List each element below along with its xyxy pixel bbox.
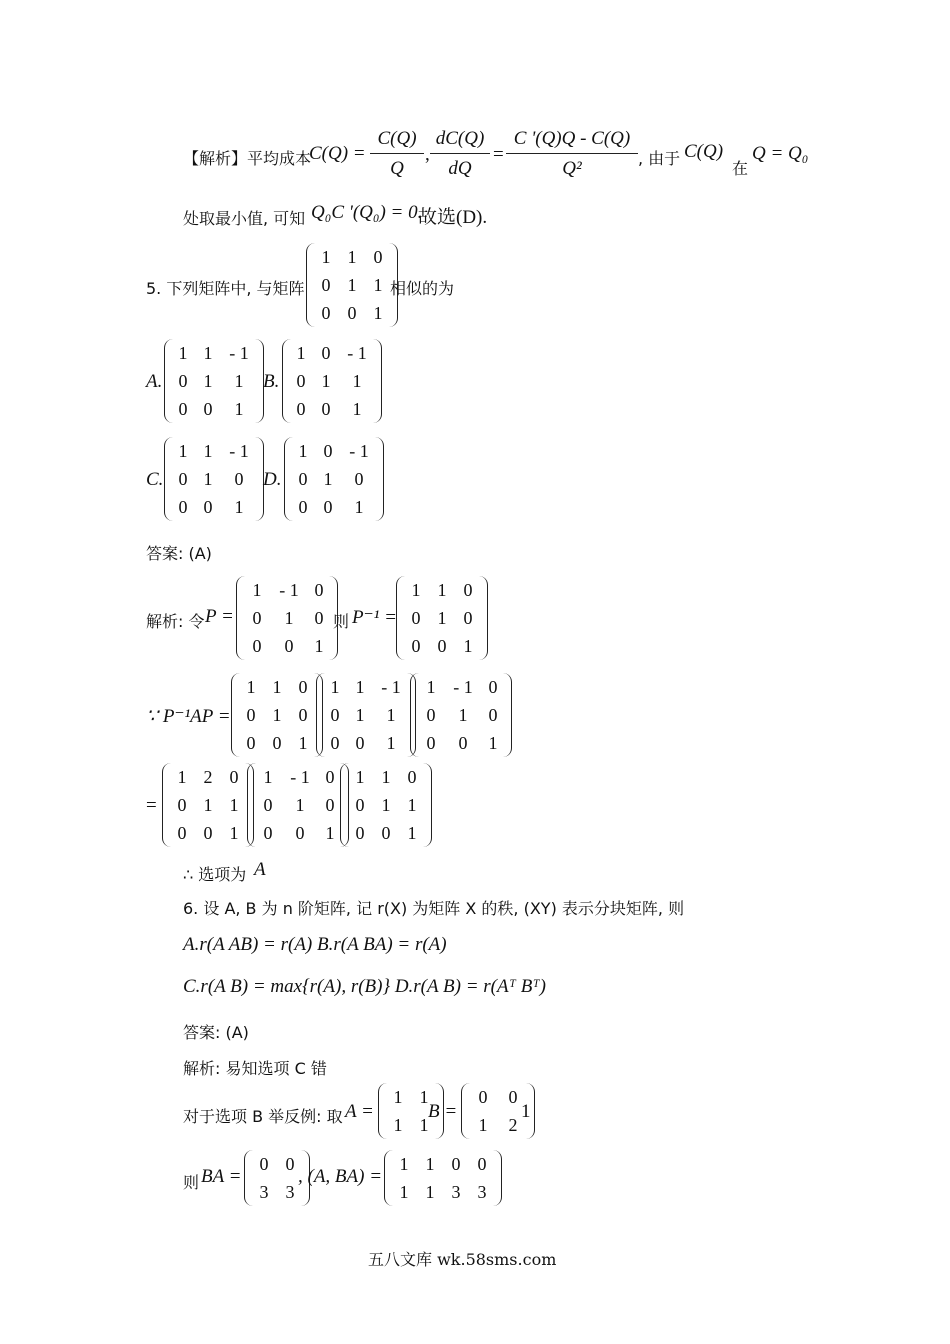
question-5-suffix: 相似的为 bbox=[390, 279, 455, 298]
matrix-cell: 1 bbox=[177, 767, 187, 787]
matrix-cell: 1 bbox=[407, 795, 417, 815]
option-a-label: A. bbox=[146, 371, 163, 392]
fraction-numerator: C(Q) bbox=[370, 128, 424, 154]
p-inverse-equals: P⁻¹ = bbox=[352, 607, 397, 628]
matrix-cell: 2 bbox=[203, 767, 213, 787]
matrix-cell: - 1 bbox=[347, 343, 367, 363]
matrix-cell: 1 bbox=[272, 705, 282, 725]
solution-6-line1: 解析: 易知选项 C 错 bbox=[183, 1059, 327, 1078]
matrix-cell: 0 bbox=[426, 705, 436, 725]
matrix-cell: 1 bbox=[386, 733, 396, 753]
b-equals: B = bbox=[428, 1101, 458, 1122]
matrix-cell: 1 bbox=[399, 1182, 409, 1202]
matrix-cell: 0 bbox=[477, 1154, 487, 1174]
fraction-cq-over-q bbox=[370, 128, 424, 180]
matrix-cell: 0 bbox=[252, 636, 262, 656]
matrix-cell: 1 bbox=[419, 1087, 429, 1107]
because-expr: ∵ P⁻¹AP = bbox=[146, 706, 231, 727]
product-matrix-5 bbox=[247, 763, 349, 847]
matrix-cell: 0 bbox=[323, 441, 333, 461]
matrix-cell: 1 bbox=[419, 1115, 429, 1135]
question-5-prefix: 5. 下列矩阵中, 与矩阵 bbox=[146, 279, 305, 298]
matrix-cell: 3 bbox=[285, 1182, 295, 1202]
matrix-cell: 0 bbox=[411, 608, 421, 628]
question-5-matrix bbox=[306, 243, 398, 327]
matrix-cell: - 1 bbox=[349, 441, 369, 461]
matrix-cell: 1 bbox=[203, 441, 213, 461]
option-b-matrix bbox=[282, 339, 382, 423]
comma: , bbox=[425, 144, 430, 165]
matrix-cell: 0 bbox=[321, 399, 331, 419]
matrix-cell: 1 bbox=[296, 343, 306, 363]
matrix-cell: 0 bbox=[325, 767, 335, 787]
matrix-cell: 0 bbox=[298, 677, 308, 697]
at-text: 在 bbox=[732, 159, 749, 178]
fraction-denominator: dQ bbox=[448, 158, 472, 179]
matrix-cell: 1 bbox=[234, 371, 244, 391]
matrix-cell: 0 bbox=[451, 1154, 461, 1174]
fraction-numerator: dC(Q) bbox=[430, 128, 490, 154]
matrix-cell: 0 bbox=[488, 705, 498, 725]
matrix-cell: 1 bbox=[425, 1154, 435, 1174]
matrix-cell: 0 bbox=[178, 399, 188, 419]
matrix-cell: 0 bbox=[252, 608, 262, 628]
matrix-cell: 1 bbox=[234, 399, 244, 419]
question-6-options-ab: A.r(A AB) = r(A) B.r(A BA) = r(A) bbox=[183, 934, 447, 955]
matrix-cell: 1 bbox=[399, 1154, 409, 1174]
matrix-cell: 0 bbox=[296, 399, 306, 419]
matrix-cell: 1 bbox=[234, 497, 244, 517]
matrix-cell: 1 bbox=[426, 677, 436, 697]
matrix-cell: - 1 bbox=[453, 677, 473, 697]
matrix-cell: 1 bbox=[321, 247, 331, 267]
matrix-cell: 1 bbox=[437, 608, 447, 628]
matrix-cell: 1 bbox=[355, 705, 365, 725]
analysis-prefix: 【解析】平均成本 bbox=[183, 149, 312, 168]
matrix-cell: 1 bbox=[203, 469, 213, 489]
matrix-cell: 0 bbox=[381, 823, 391, 843]
matrix-cell: 0 bbox=[354, 469, 364, 489]
choose-d-text: 故选(D). bbox=[418, 207, 488, 228]
product-matrix-3 bbox=[410, 673, 512, 757]
matrix-cell: 1 bbox=[178, 441, 188, 461]
matrix-cell: 0 bbox=[321, 303, 331, 323]
matrix-cell: 1 bbox=[295, 795, 305, 815]
matrix-cell: 0 bbox=[407, 767, 417, 787]
matrix-cell: 0 bbox=[229, 767, 239, 787]
matrix-cell: 0 bbox=[314, 608, 324, 628]
fraction-numerator: C '(Q)Q - C(Q) bbox=[506, 128, 638, 154]
matrix-cell: 0 bbox=[508, 1087, 518, 1107]
matrix-cell: 1 bbox=[386, 705, 396, 725]
question-6-options-cd: C.r(A B) = max{r(A), r(B)} D.r(A B) = r(Aᵀ Bᵀ) bbox=[183, 976, 546, 997]
matrix-cell: 0 bbox=[177, 795, 187, 815]
question-6-text: 6. 设 A, B 为 n 阶矩阵, 记 r(X) 为矩阵 X 的秩, (XY) 表示分块矩阵, 则 bbox=[183, 899, 685, 918]
p-matrix bbox=[236, 576, 338, 660]
matrix-cell: 1 bbox=[352, 371, 362, 391]
matrix-cell: 0 bbox=[355, 733, 365, 753]
q-equals-q0: Q = Q₀ bbox=[752, 143, 809, 164]
matrix-cell: - 1 bbox=[279, 580, 299, 600]
trailing-number: 1 bbox=[521, 1101, 531, 1122]
option-d-matrix bbox=[284, 437, 384, 521]
fraction-denominator: Q bbox=[390, 158, 404, 179]
p-inverse-matrix bbox=[396, 576, 488, 660]
p-equals: P = bbox=[205, 606, 234, 627]
a-equals: A = bbox=[345, 1101, 374, 1122]
option-c-label: C. bbox=[146, 469, 164, 490]
fraction-quotient-rule bbox=[506, 128, 638, 180]
matrix-cell: 0 bbox=[330, 733, 340, 753]
matrix-cell: 1 bbox=[373, 303, 383, 323]
matrix-cell: 0 bbox=[203, 823, 213, 843]
matrix-cell: 0 bbox=[298, 497, 308, 517]
matrix-cell: 1 bbox=[263, 767, 273, 787]
matrix-cell: 3 bbox=[477, 1182, 487, 1202]
matrix-cell: 1 bbox=[488, 733, 498, 753]
therefore-text: ∴ 选项为 bbox=[183, 865, 247, 884]
matrix-cell: 0 bbox=[272, 733, 282, 753]
matrix-cell: 0 bbox=[355, 823, 365, 843]
footer-watermark: 五八文库 wk.58sms.com bbox=[368, 1250, 557, 1269]
matrix-cell: 1 bbox=[355, 767, 365, 787]
matrix-cell: 0 bbox=[411, 636, 421, 656]
matrix-cell: 0 bbox=[178, 497, 188, 517]
a-ba-matrix bbox=[384, 1150, 502, 1206]
equals-sign: = bbox=[146, 795, 157, 816]
matrix-cell: 0 bbox=[203, 399, 213, 419]
avg-cost-expr: C(Q) = bbox=[309, 143, 366, 164]
matrix-cell: 1 bbox=[381, 767, 391, 787]
matrix-cell: 1 bbox=[229, 795, 239, 815]
matrix-cell: 3 bbox=[451, 1182, 461, 1202]
matrix-cell: 1 bbox=[330, 677, 340, 697]
product-matrix-4 bbox=[162, 763, 254, 847]
matrix-cell: 1 bbox=[407, 823, 417, 843]
matrix-cell: 0 bbox=[298, 705, 308, 725]
matrix-cell: 0 bbox=[178, 371, 188, 391]
matrix-cell: 1 bbox=[425, 1182, 435, 1202]
matrix-cell: 0 bbox=[234, 469, 244, 489]
cq-expr: C(Q) bbox=[684, 141, 724, 162]
matrix-cell: 1 bbox=[284, 608, 294, 628]
a-ba-equals: , (A, BA) = bbox=[298, 1166, 383, 1187]
matrix-cell: 1 bbox=[272, 677, 282, 697]
matrix-cell: 1 bbox=[347, 275, 357, 295]
matrix-cell: 0 bbox=[263, 795, 273, 815]
matrix-cell: 0 bbox=[285, 1154, 295, 1174]
matrix-cell: - 1 bbox=[229, 441, 249, 461]
matrix-cell: 0 bbox=[458, 733, 468, 753]
min-condition-expr: Q₀C '(Q₀) = 0. bbox=[311, 202, 423, 223]
matrix-cell: 0 bbox=[478, 1087, 488, 1107]
matrix-cell: 0 bbox=[325, 795, 335, 815]
matrix-cell: 1 bbox=[393, 1087, 403, 1107]
matrix-cell: 0 bbox=[177, 823, 187, 843]
matrix-cell: 3 bbox=[259, 1182, 269, 1202]
matrix-cell: 0 bbox=[321, 275, 331, 295]
matrix-cell: 1 bbox=[325, 823, 335, 843]
matrix-cell: 1 bbox=[411, 580, 421, 600]
matrix-cell: 0 bbox=[296, 371, 306, 391]
option-b-label: B. bbox=[263, 371, 280, 392]
since-text: , 由于 bbox=[638, 149, 681, 168]
min-value-text: 处取最小值, 可知 bbox=[183, 209, 306, 228]
ba-equals: BA = bbox=[201, 1166, 242, 1187]
matrix-cell: 1 bbox=[373, 275, 383, 295]
matrix-cell: 1 bbox=[352, 399, 362, 419]
fraction-denominator: Q² bbox=[562, 158, 582, 179]
matrix-cell: 1 bbox=[252, 580, 262, 600]
answer-5: 答案: (A) bbox=[146, 544, 212, 563]
matrix-cell: 1 bbox=[393, 1115, 403, 1135]
matrix-cell: 0 bbox=[321, 343, 331, 363]
matrix-cell: 0 bbox=[203, 497, 213, 517]
matrix-cell: 1 bbox=[381, 795, 391, 815]
answer-6: 答案: (A) bbox=[183, 1023, 249, 1042]
matrix-cell: 0 bbox=[330, 705, 340, 725]
matrix-cell: 1 bbox=[354, 497, 364, 517]
matrix-cell: 1 bbox=[437, 580, 447, 600]
matrix-cell: 1 bbox=[478, 1115, 488, 1135]
product-matrix-1 bbox=[231, 673, 323, 757]
matrix-cell: 0 bbox=[373, 247, 383, 267]
matrix-cell: 1 bbox=[314, 636, 324, 656]
matrix-cell: 0 bbox=[437, 636, 447, 656]
matrix-cell: 0 bbox=[246, 705, 256, 725]
matrix-cell: 0 bbox=[355, 795, 365, 815]
option-c-matrix bbox=[164, 437, 264, 521]
matrix-cell: 1 bbox=[203, 371, 213, 391]
matrix-cell: 1 bbox=[246, 677, 256, 697]
matrix-cell: 1 bbox=[229, 823, 239, 843]
matrix-cell: 0 bbox=[284, 636, 294, 656]
matrix-cell: 1 bbox=[298, 733, 308, 753]
matrix-cell: - 1 bbox=[229, 343, 249, 363]
matrix-cell: 1 bbox=[463, 636, 473, 656]
matrix-cell: 0 bbox=[178, 469, 188, 489]
matrix-cell: 0 bbox=[426, 733, 436, 753]
equals-sign: = bbox=[493, 144, 504, 165]
matrix-cell: 0 bbox=[323, 497, 333, 517]
matrix-cell: 1 bbox=[203, 343, 213, 363]
matrix-cell: 0 bbox=[259, 1154, 269, 1174]
product-matrix-6 bbox=[340, 763, 432, 847]
matrix-cell: 1 bbox=[323, 469, 333, 489]
fraction-derivative bbox=[430, 128, 490, 180]
option-d-label: D. bbox=[263, 469, 282, 490]
matrix-cell: 0 bbox=[263, 823, 273, 843]
matrix-cell: 0 bbox=[488, 677, 498, 697]
matrix-cell: 0 bbox=[463, 580, 473, 600]
matrix-cell: - 1 bbox=[381, 677, 401, 697]
then-text: 则 bbox=[333, 612, 350, 631]
solution-6-line2: 对于选项 B 举反例: 取 bbox=[183, 1107, 343, 1126]
matrix-cell: 0 bbox=[463, 608, 473, 628]
solution-6-line3: 则 bbox=[183, 1173, 200, 1192]
therefore-var: A bbox=[254, 859, 266, 880]
matrix-cell: 1 bbox=[321, 371, 331, 391]
matrix-cell: 2 bbox=[508, 1115, 518, 1135]
matrix-cell: 1 bbox=[298, 441, 308, 461]
matrix-cell: 1 bbox=[178, 343, 188, 363]
matrix-cell: 0 bbox=[295, 823, 305, 843]
matrix-cell: 1 bbox=[203, 795, 213, 815]
matrix-cell: - 1 bbox=[290, 767, 310, 787]
product-matrix-2 bbox=[316, 673, 416, 757]
solution-5-prefix: 解析: 令 bbox=[146, 612, 205, 631]
matrix-cell: 0 bbox=[347, 303, 357, 323]
matrix-cell: 0 bbox=[298, 469, 308, 489]
matrix-cell: 1 bbox=[355, 677, 365, 697]
matrix-cell: 0 bbox=[314, 580, 324, 600]
matrix-cell: 1 bbox=[458, 705, 468, 725]
matrix-cell: 1 bbox=[347, 247, 357, 267]
matrix-cell: 0 bbox=[246, 733, 256, 753]
option-a-matrix bbox=[164, 339, 264, 423]
